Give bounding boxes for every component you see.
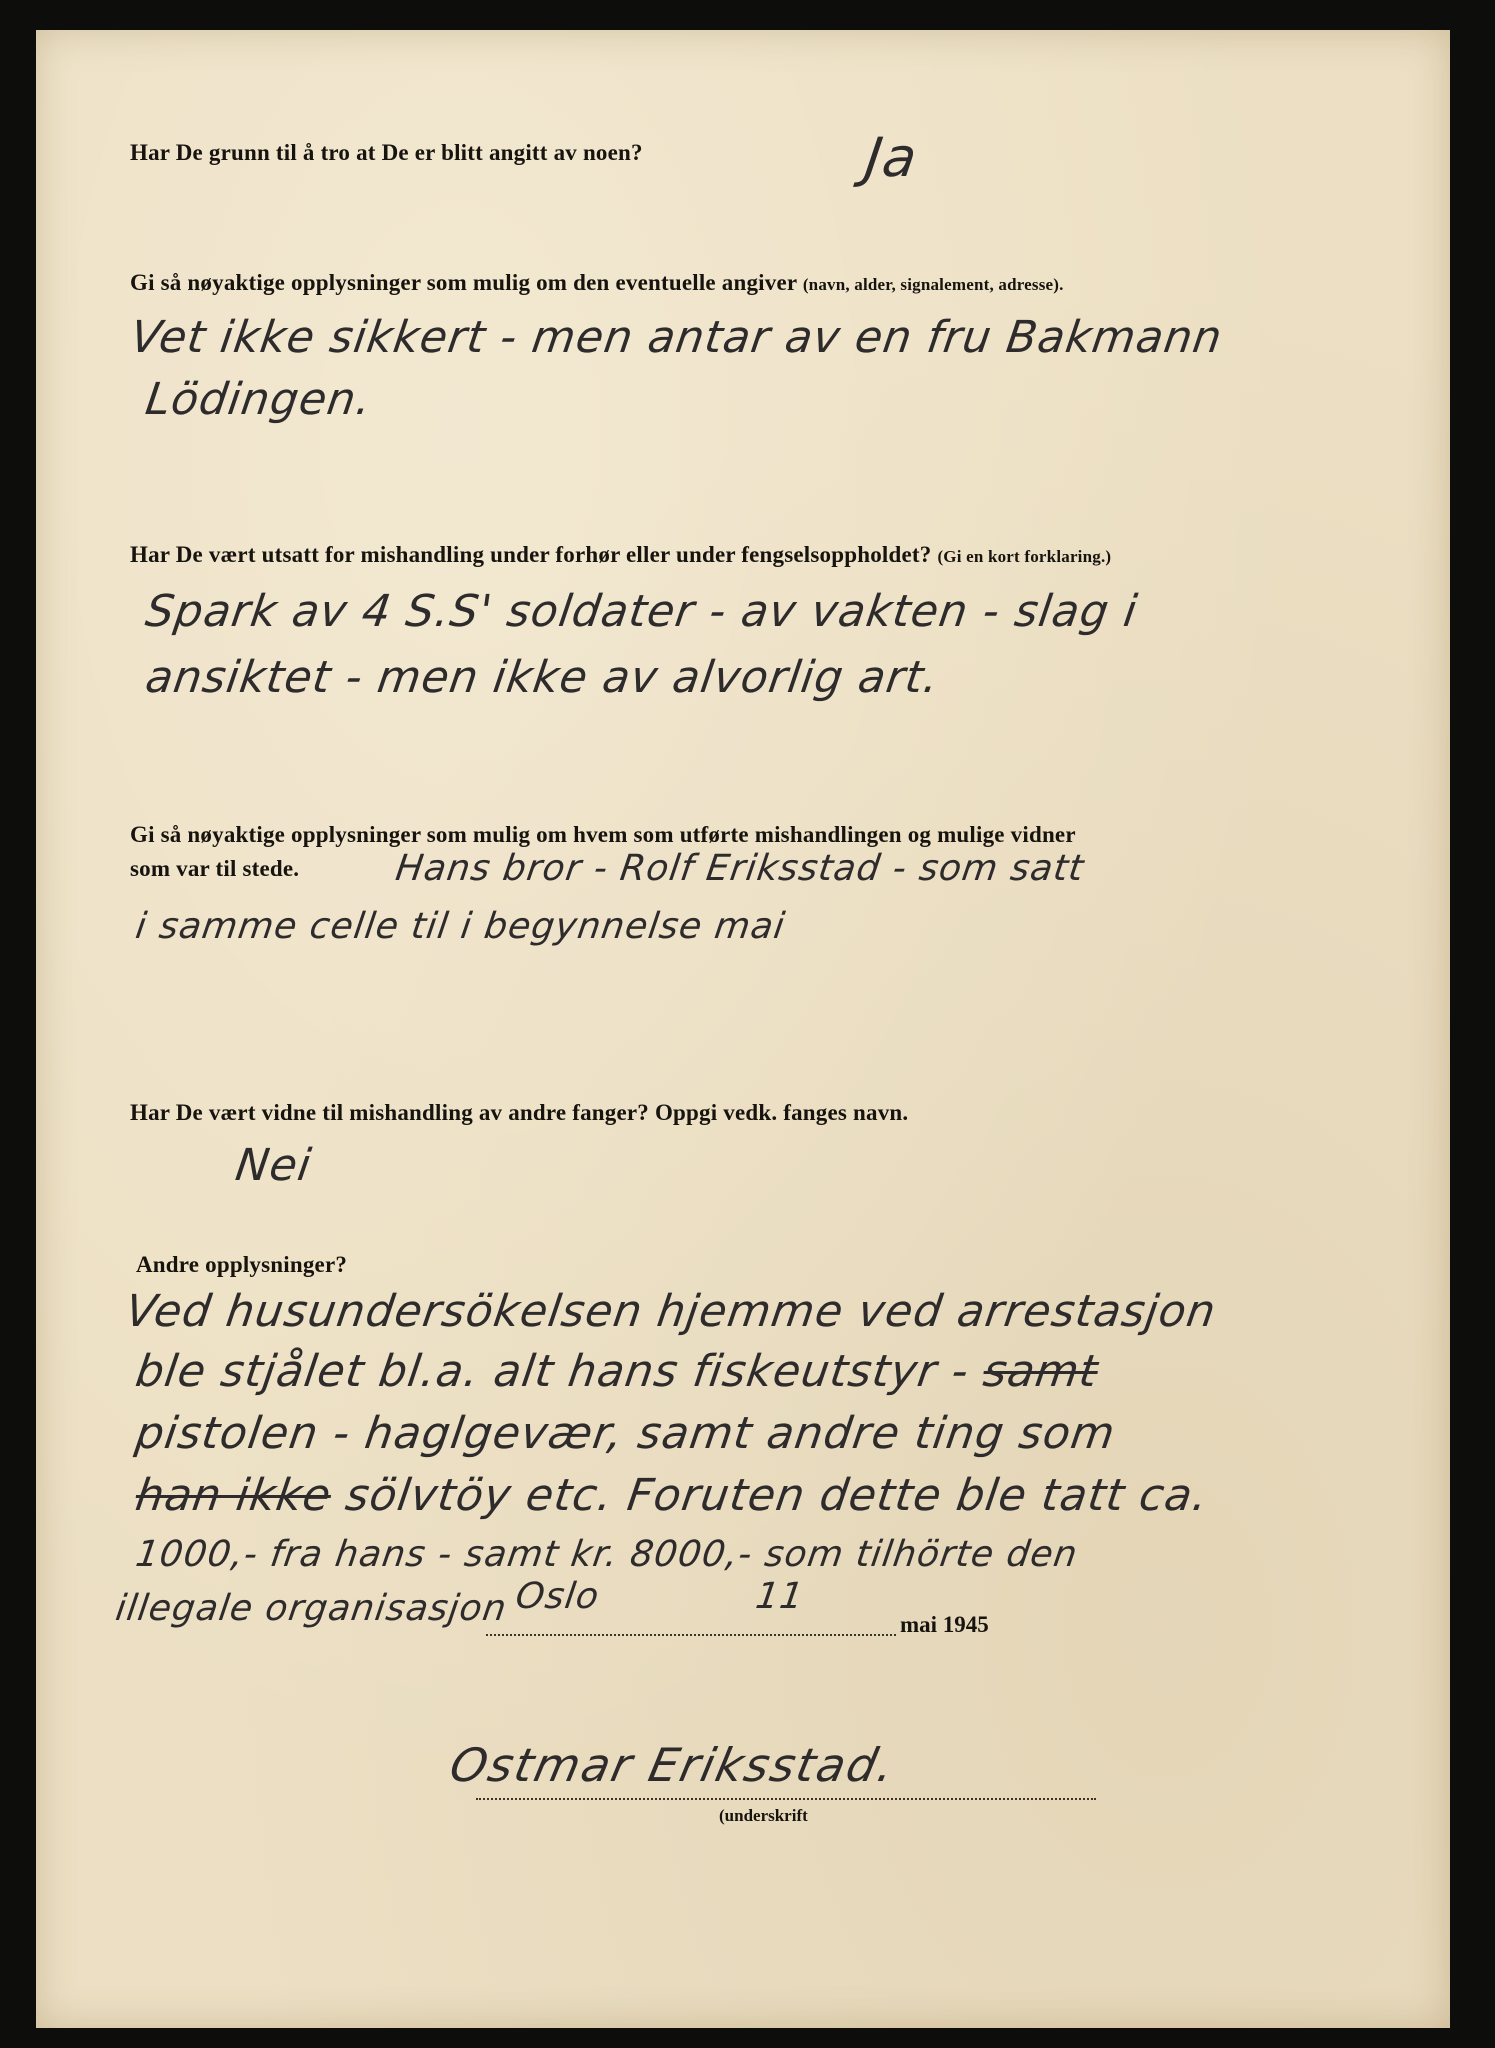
answer-andre-line-5: 1000,- fra hans - samt kr. 8000,- som tilhörte den bbox=[133, 1534, 1081, 1575]
answer-andre-line-2-struck: samt bbox=[980, 1346, 1102, 1397]
question-mishandling bbox=[130, 542, 1111, 568]
question-mishandling-note: (Gi en kort forklaring.) bbox=[937, 547, 1112, 566]
answer-andre-line-3: pistolen - haglgevær, samt andre ting som bbox=[132, 1408, 1119, 1459]
answer-utforte-line-2: i samme celle til i begynnelse mai bbox=[133, 906, 788, 947]
answer-andre-line-6: illegale organisasjon bbox=[113, 1588, 510, 1629]
answer-andre-line-4-text: sölvtöy etc. Foruten dette ble tatt ca. bbox=[342, 1470, 1212, 1521]
answer-andre-line-4-struck: han ikke bbox=[132, 1470, 335, 1521]
date-month-year: mai 1945 bbox=[900, 1612, 989, 1637]
answer-mishandling-line-2: ansiktet - men ikke av alvorlig art. bbox=[142, 652, 943, 703]
signature-dotted-line bbox=[476, 1798, 1096, 1800]
question-angitt: Har De grunn til å tro at De er blitt angitt av noen? bbox=[130, 140, 643, 165]
answer-vidne: Nei bbox=[232, 1140, 315, 1191]
question-utforte: Gi så nøyaktige opplysninger som mulig om hvem som utførte mishandlingen og mulige vidner bbox=[130, 822, 1076, 847]
question-angiver bbox=[130, 270, 1064, 296]
question-andre: Andre opplysninger? bbox=[136, 1252, 348, 1277]
signature: Ostmar Eriksstad. bbox=[445, 1738, 901, 1792]
answer-andre-line-2 bbox=[132, 1346, 1101, 1397]
date-day: 11 bbox=[753, 1576, 807, 1617]
answer-utforte-line-1: Hans bror - Rolf Eriksstad - som satt bbox=[393, 848, 1087, 889]
question-angiver-note: (navn, alder, signalement, adresse). bbox=[802, 275, 1064, 294]
answer-andre-line-1: Ved husundersökelsen hjemme ved arrestasjon bbox=[122, 1286, 1220, 1337]
answer-andre-line-2-text: ble stjålet bl.a. alt hans fiskeutstyr - bbox=[132, 1346, 973, 1397]
question-utforte-line-2: som var til stede. bbox=[130, 856, 300, 881]
answer-angiver-line-2: Lödingen. bbox=[142, 374, 375, 425]
date-dotted-line bbox=[486, 1634, 896, 1636]
answer-angitt: Ja bbox=[861, 126, 922, 189]
answer-mishandling-line-1: Spark av 4 S.S' soldater - av vakten - slag i bbox=[142, 586, 1141, 637]
date-place: Oslo bbox=[513, 1576, 603, 1617]
answer-angiver-line-1: Vet ikke sikkert - men antar av en fru Bakmann bbox=[127, 312, 1226, 363]
answer-andre-line-4 bbox=[132, 1470, 1211, 1521]
question-mishandling-text: Har De vært utsatt for mishandling under forhør eller under fengselsoppholdet? bbox=[130, 542, 932, 567]
document-page bbox=[36, 30, 1450, 2028]
question-angiver-text: Gi så nøyaktige opplysninger som mulig om den eventuelle angiver bbox=[130, 270, 797, 295]
signature-caption: (underskrift bbox=[719, 1806, 808, 1825]
question-vidne: Har De vært vidne til mishandling av andre fanger? Oppgi vedk. fanges navn. bbox=[130, 1100, 909, 1125]
